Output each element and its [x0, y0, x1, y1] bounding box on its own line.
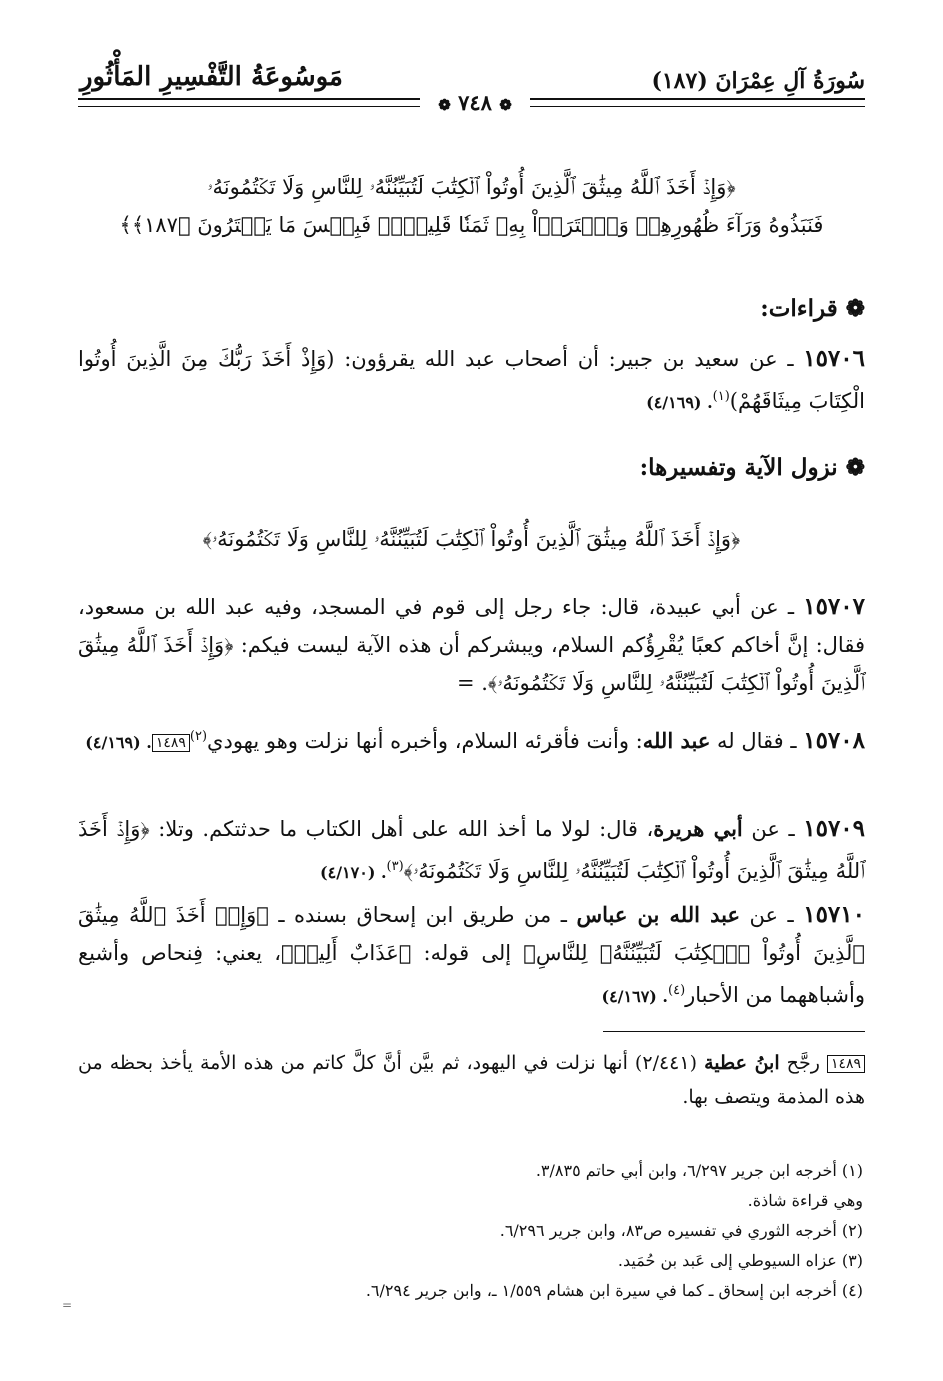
section-heading-qiraat: ❁ قراءات:	[760, 295, 865, 322]
quran-verse-second: ﴿وَإِذۡ أَخَذَ ٱللَّهُ مِيثَٰقَ ٱلَّذِينَ أُوتُواْ ٱلۡكِتَٰبَ لَتُبَيِّنُنَّهُۥ لِلنَّاسِ وَلَا تَكۡتُمُونَهُۥ﴾	[202, 527, 741, 551]
narration-number: ١٥٧٠٧	[803, 593, 865, 620]
narration-15710	[78, 896, 865, 1016]
quran-verse-main	[78, 168, 865, 244]
volume-ref: . (٤/١٦٧)	[601, 987, 668, 1006]
narrator-name: أبي هريرة	[653, 816, 743, 841]
volume-ref: . (٤/١٦٩)	[85, 733, 152, 752]
section-heading-nuzul: ❁ نزول الآية وتفسيرها:	[639, 454, 865, 481]
volume-ref: . (٤/١٧٠)	[320, 863, 387, 882]
footnote: وهي قراءة شاذة.	[747, 1191, 863, 1210]
commentary-marker: ١٤٨٩	[827, 1055, 865, 1073]
commentary-text: (٢/٤٤١) أنها نزلت في اليهود، ثم بيَّن أنَّ كلَّ كاتم من هذه الأمة يأخذ بحظه من هذه المذمة ويتصف بها.	[78, 1052, 865, 1108]
narration-15707	[78, 588, 865, 702]
flower-icon: ❁	[845, 454, 865, 481]
flower-icon: ❁	[845, 295, 865, 322]
narration-text: ـ عن أبي عبيدة، قال: جاء رجل إلى قوم في المسجد، وفيه عبد الله بن مسعود، فقال: إنَّ أخاكم كعبًا يُقْرِؤُكم السلام، ويبشركم أن هذه الآية ليست فيكم: ﴿وَإِذۡ أَخَذَ ٱللَّهُ مِيثَٰقَ ٱلَّذِينَ أُوتُواْ ٱلۡكِتَٰبَ لَتُبَيِّنُنَّهُۥ لِلنَّاسِ وَلَا تَكۡتُمُونَهُۥ﴾. =	[78, 595, 865, 695]
footnote-ref: (٤)	[668, 983, 686, 998]
narration-text: ـ عن سعيد بن جبير: أن أصحاب عبد الله يقرؤون: (وَإِذْ أَخَذَ رَبُّكَ مِنَ الَّذِينَ أُوتُوا الْكِتَابَ مِيثَاقَهُمْ)	[78, 347, 865, 413]
verse-line: ﴿وَإِذۡ أَخَذَ ٱللَّهُ مِيثَٰقَ ٱلَّذِينَ أُوتُواْ ٱلۡكِتَٰبَ لَتُبَيِّنُنَّهُۥ لِلنَّاسِ وَلَا تَكۡتُمُونَهُۥ	[207, 175, 736, 199]
commentary-text: رجَّح	[779, 1052, 827, 1074]
narration-text: ـ عن	[742, 817, 804, 841]
ornament-icon: ❁	[438, 96, 451, 114]
narration-number: ١٥٧٠٨	[803, 727, 865, 754]
footnote: (١) أخرجه ابن جرير ٦/٢٩٧، وابن أبي حاتم ٣/٨٣٥.	[535, 1161, 863, 1180]
page-number: ❁ ٧٤٨ ❁	[420, 90, 530, 116]
narrator-name: عبد الله بن عباس	[576, 902, 740, 927]
narration-text: ـ من طريق ابن إسحاق بسنده ـ ﴿وَإِذۡ أَخَذَ ٱللَّهُ مِيثَٰقَ ٱلَّذِينَ أُوتُواْ ٱلۡكِتَٰبَ لَتُبَيِّنُنَّهُۥ لِلنَّاسِ﴾ إلى قوله: ﴿عَذَابٌ أَلِيمٞ﴾، يعني: فِنحاص وأشيع وأشباههما من الأحبار	[78, 903, 865, 1007]
commentary-marker: ١٤٨٩	[152, 734, 190, 752]
book-title: مَوسُوعَةُ التَّفْسِيرِ المَأْثُورِ	[80, 62, 343, 92]
footnote: (٤) أخرجه ابن إسحاق ـ كما في سيرة ابن هشام ١/٥٥٩ ـ، وابن جرير ٦/٢٩٤.	[365, 1281, 863, 1300]
narration-number: ١٥٧٠٦	[803, 345, 865, 372]
narration-15706	[78, 340, 865, 422]
commentary-rule	[603, 1031, 865, 1032]
narration-text: ـ فقال له	[710, 729, 804, 753]
surah-header: سُورَةُ آلِ عِمْرَانَ (١٨٧)	[651, 68, 865, 94]
narrator-name: عبد الله	[642, 728, 711, 753]
narration-15709	[78, 810, 865, 892]
narration-number: ١٥٧٠٩	[803, 815, 866, 842]
volume-ref: . (٤/١٦٩)	[646, 393, 713, 412]
ornament-icon: ❁	[499, 96, 512, 114]
footnote: (٣) عزاه السيوطي إلى عَبد بن حُمَيد.	[617, 1251, 863, 1270]
footnote-ref: (٢)	[189, 729, 208, 744]
narration-text: ، قال: لولا ما أخذ الله على أهل الكتاب ما حدثتكم. وتلا: ﴿وَإِذۡ أَخَذَ ٱللَّهُ مِيثَٰقَ ٱلَّذِينَ أُوتُواْ ٱلۡكِتَٰبَ لَتُبَيِّنُنَّهُۥ لِلنَّاسِ وَلَا تَكۡتُمُونَهُۥ﴾	[78, 817, 865, 883]
verse-line: فَنَبَذُوهُ وَرَآءَ ظُهُورِهِمۡ وَٱشۡتَرَوۡاْ بِهِۦ ثَمَنٗا قَلِيلٗاۖ فَبِئۡسَ مَا يَشۡتَرُونَ ﴿١٨٧﴾﴾	[119, 213, 824, 237]
narration-text: : وأنت فأقرئه السلام، وأخبره أنها نزلت وهو يهودي	[207, 729, 643, 753]
edge-mark: =	[62, 1298, 73, 1312]
commentary-note	[78, 1046, 865, 1114]
narration-15708	[78, 718, 865, 762]
footnote-ref: (٣)	[386, 859, 404, 874]
narration-number: ١٥٧١٠	[803, 901, 865, 928]
footnotes	[78, 1156, 863, 1306]
scholar-name: ابنُ عطية	[704, 1052, 780, 1074]
footnote: (٢) أخرجه الثوري في تفسيره ص٨٣، وابن جرير ٦/٢٩٦.	[499, 1221, 863, 1240]
footnote-ref: (١)	[712, 389, 730, 404]
narration-text: ـ عن	[739, 903, 804, 927]
